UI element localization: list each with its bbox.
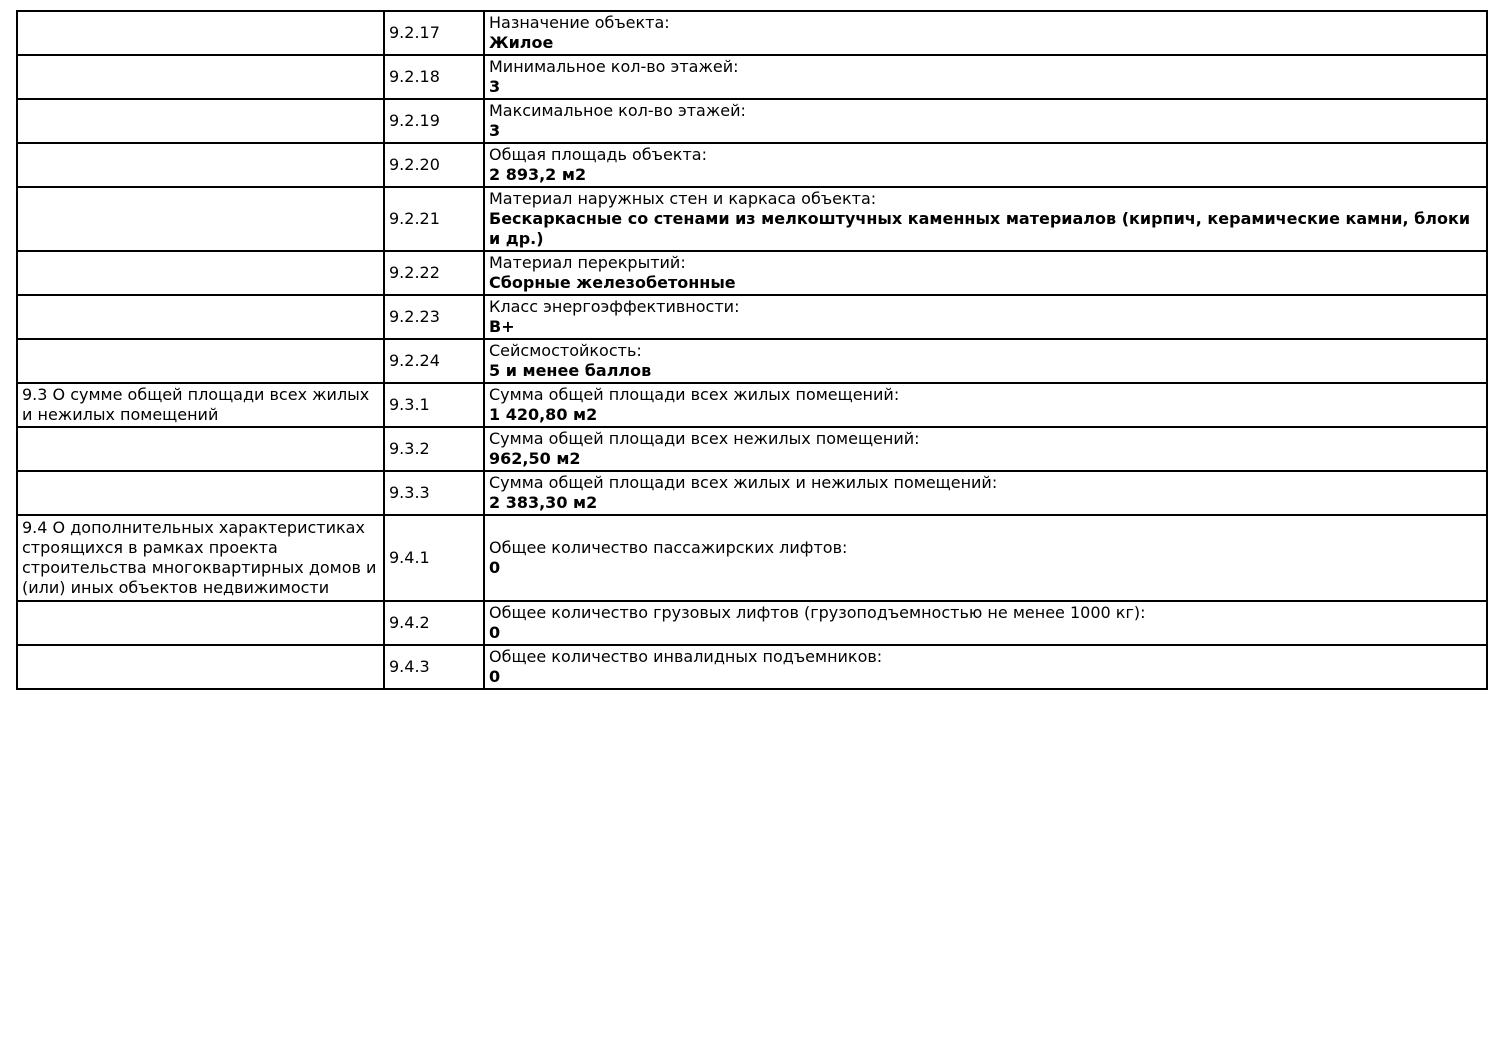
field-value: 2 383,30 м2 [489, 493, 598, 512]
field-cell [484, 99, 1487, 143]
field-label: Материал перекрытий: [489, 253, 686, 272]
table-row [17, 339, 1487, 383]
section-cell [17, 251, 384, 295]
field-value: Бескаркасные со стенами из мелкоштучных каменных материалов (кирпич, керамические камни, блоки и др.) [489, 209, 1471, 248]
field-value: Сборные железобетонные [489, 273, 736, 292]
field-cell [484, 515, 1487, 601]
item-number: 9.4.1 [384, 515, 484, 601]
field-label: Сейсмостойкость: [489, 341, 642, 360]
section-cell [17, 471, 384, 515]
item-number: 9.2.23 [384, 295, 484, 339]
section-cell: 9.4 О дополнительных характеристиках строящихся в рамках проекта строительства многоквартирных домов и (или) иных объектов недвижимости [17, 515, 384, 601]
section-cell [17, 143, 384, 187]
section-cell [17, 99, 384, 143]
table-row [17, 427, 1487, 471]
field-cell [484, 471, 1487, 515]
item-number: 9.4.2 [384, 601, 484, 645]
item-number: 9.2.19 [384, 99, 484, 143]
field-cell [484, 427, 1487, 471]
table-row [17, 55, 1487, 99]
item-number: 9.2.21 [384, 187, 484, 251]
field-label: Назначение объекта: [489, 13, 670, 32]
field-value: 2 893,2 м2 [489, 165, 587, 184]
section-cell [17, 55, 384, 99]
table-row [17, 645, 1487, 689]
field-label: Общее количество грузовых лифтов (грузоподъемностью не менее 1000 кг): [489, 603, 1146, 622]
field-cell [484, 11, 1487, 55]
table-row [17, 251, 1487, 295]
field-cell [484, 251, 1487, 295]
field-label: Сумма общей площади всех жилых помещений: [489, 385, 900, 404]
field-label: Сумма общей площади всех нежилых помещений: [489, 429, 920, 448]
item-number: 9.2.17 [384, 11, 484, 55]
item-number: 9.2.24 [384, 339, 484, 383]
field-value: 0 [489, 667, 501, 686]
section-cell [17, 645, 384, 689]
field-cell [484, 295, 1487, 339]
item-number: 9.2.22 [384, 251, 484, 295]
table-row [17, 187, 1487, 251]
field-cell [484, 55, 1487, 99]
field-cell [484, 383, 1487, 427]
table-row [17, 11, 1487, 55]
table-row [17, 471, 1487, 515]
field-value: В+ [489, 317, 515, 336]
field-value: 962,50 м2 [489, 449, 581, 468]
item-number: 9.2.20 [384, 143, 484, 187]
item-number: 9.4.3 [384, 645, 484, 689]
field-label: Общее количество инвалидных подъемников: [489, 647, 883, 666]
field-label: Класс энергоэффективности: [489, 297, 740, 316]
field-label: Минимальное кол-во этажей: [489, 57, 739, 76]
table-row [17, 601, 1487, 645]
section-cell [17, 339, 384, 383]
section-cell [17, 295, 384, 339]
field-value: 1 420,80 м2 [489, 405, 598, 424]
section-cell [17, 11, 384, 55]
field-value: 0 [489, 558, 501, 577]
field-cell [484, 339, 1487, 383]
field-label: Общая площадь объекта: [489, 145, 707, 164]
table-row [17, 99, 1487, 143]
field-label: Общее количество пассажирских лифтов: [489, 538, 848, 557]
item-number: 9.3.2 [384, 427, 484, 471]
table-row [17, 515, 1487, 601]
field-cell [484, 187, 1487, 251]
table-row [17, 143, 1487, 187]
table-row [17, 383, 1487, 427]
field-label: Сумма общей площади всех жилых и нежилых помещений: [489, 473, 998, 492]
item-number: 9.3.1 [384, 383, 484, 427]
field-value: 0 [489, 623, 501, 642]
field-label: Максимальное кол-во этажей: [489, 101, 746, 120]
field-value: 5 и менее баллов [489, 361, 652, 380]
field-cell [484, 143, 1487, 187]
field-value: Жилое [489, 33, 554, 52]
field-value: 3 [489, 77, 501, 96]
field-cell [484, 645, 1487, 689]
table-row [17, 295, 1487, 339]
section-cell: 9.3 О сумме общей площади всех жилых и нежилых помещений [17, 383, 384, 427]
project-declaration-table [16, 10, 1488, 690]
section-cell [17, 427, 384, 471]
section-cell [17, 187, 384, 251]
item-number: 9.3.3 [384, 471, 484, 515]
field-value: 3 [489, 121, 501, 140]
item-number: 9.2.18 [384, 55, 484, 99]
field-cell [484, 601, 1487, 645]
section-cell [17, 601, 384, 645]
field-label: Материал наружных стен и каркаса объекта: [489, 189, 877, 208]
